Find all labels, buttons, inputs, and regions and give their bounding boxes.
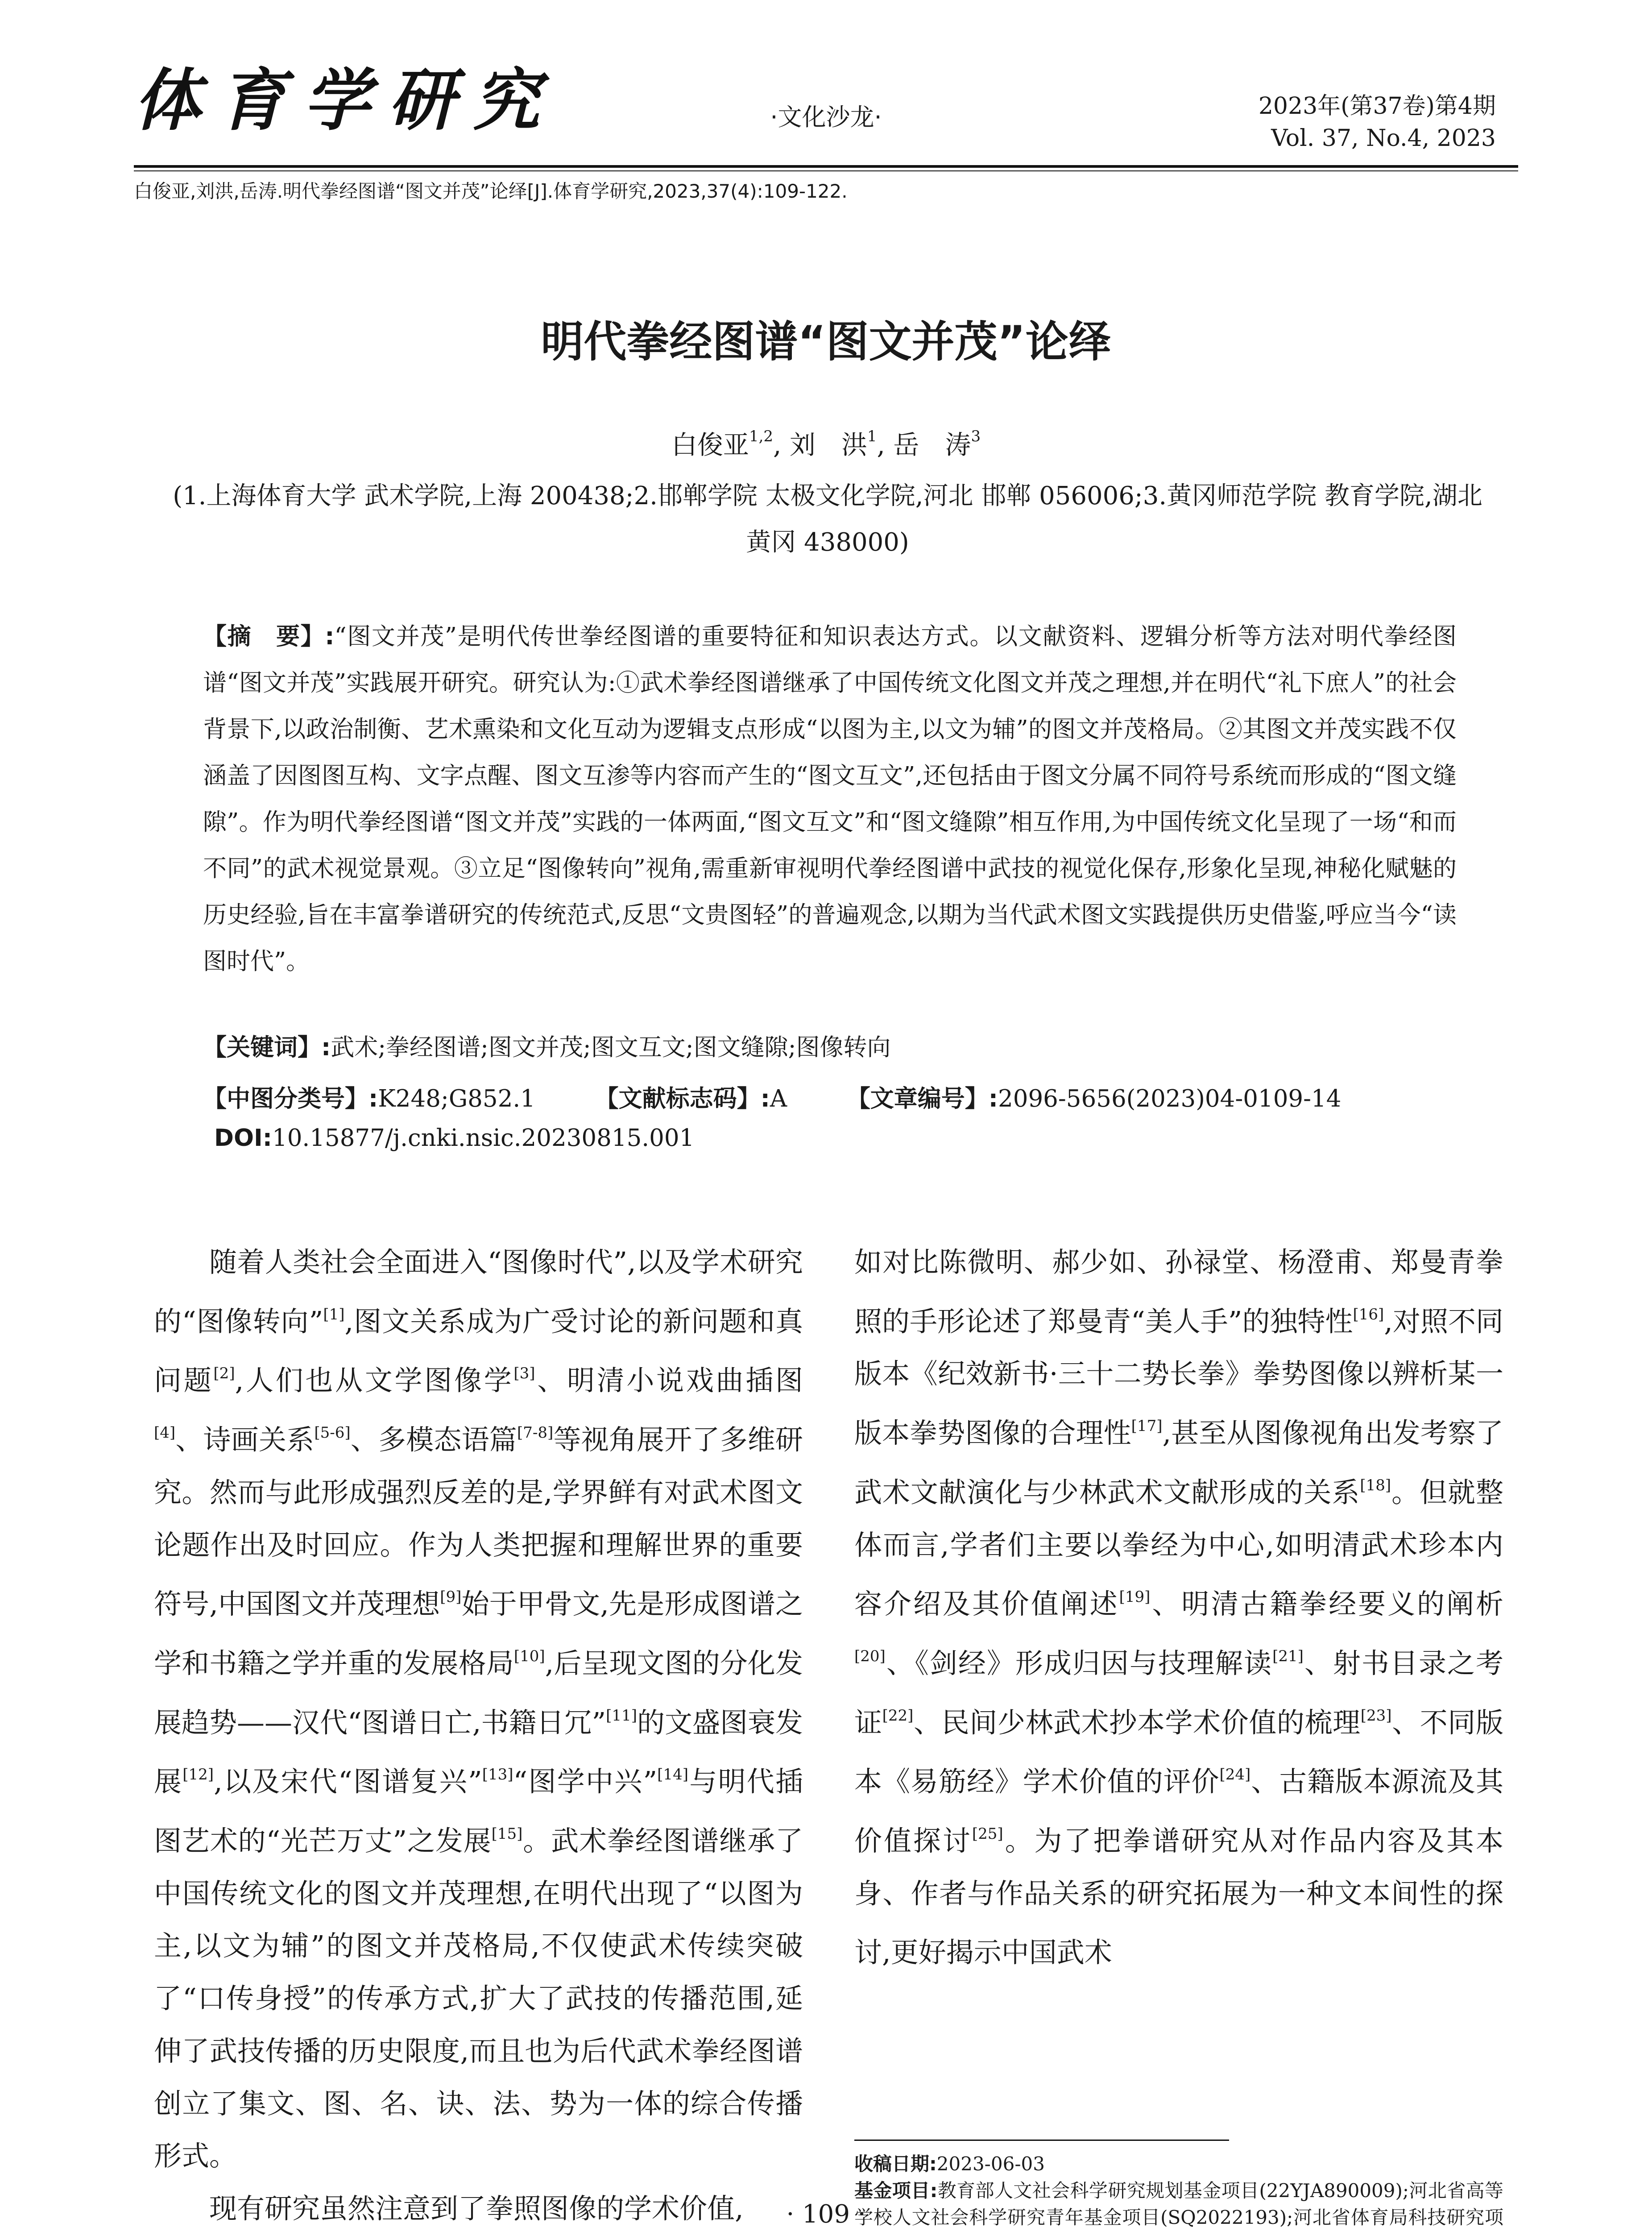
author-name: 岳 涛 [893,430,971,460]
citation-ref: [19] [1119,1588,1151,1606]
body-text: 、射书目录之考证 [854,1646,1503,1739]
body-text: 的文盛图衰发展 [154,1706,803,1798]
body-text: ,图文关系成为广受讨论的新问题和真问题 [154,1305,803,1397]
citation-ref: [2] [213,1364,235,1383]
body-text: 始于甲骨文,先是形成图谱之学和书籍之学并重的发展格局 [154,1588,803,1679]
body-text: ,对照不同版本《纪效新书·三十二势长拳》拳势图像以辨析某一版本拳势图像的合理性 [854,1305,1503,1450]
footnote-label: 基金项目: [854,2180,938,2202]
citation-ref: [15] [491,1825,523,1843]
author-affiliation-mark: 3 [971,427,981,445]
page-number: · 109 · [786,2200,866,2229]
body-text: ,甚至从图像视角出发考察了武术文献演化与少林武术文献形成的关系 [854,1417,1503,1509]
body-text: 等视角展开了多维研究。然而与此形成强烈反差的是,学界鲜有对武术图文论题作出及时回应。作为人类把握和理解世界的重要符号,中国图文并茂理想 [154,1423,803,1621]
keywords [203,1028,891,1062]
body-text: 、古籍版本源流及其价值探讨 [854,1765,1503,1858]
author-affiliation-mark: 1,2 [749,427,774,445]
body-text: 与明代插图艺术的“光芒万丈”之发展 [154,1765,803,1858]
author-separator: , [877,430,885,460]
clc-label: 【中图分类号】: [203,1085,378,1112]
body-text: 。武术拳经图谱继承了中国传统文化的图文并茂理想,在明代出现了“以图为主,以文为辅”的图文并茂格局,不仅使武术传续突破了“口传身授”的传承方式,扩大了武技的传播范围,延伸了武技传播的历史限度,而且也为后代武术拳经图谱创立了集文、图、名、诀、法、势为一体的综合传播形式。 [154,1825,803,2173]
body-text: 、明清小说戏曲插图 [535,1364,803,1397]
article-title: 明代拳经图谱“图文并茂”论绎 [541,317,1111,367]
citation-ref: [21] [1272,1647,1304,1665]
citation-ref: [17] [1131,1417,1163,1435]
body-text: ,后呈现文图的分化发展趋势——汉代“图谱日亡,书籍日冗” [154,1646,803,1739]
body-text: 、民间少林武术抄本学术价值的梳理 [913,1706,1361,1739]
affiliation: (1.上海体育大学 武术学院,上海 200438;2.邯郸学院 太极文化学院,河北 邯郸 056006;3.黄冈师范学院 教育学院,湖北 黄冈 438000) [173,481,1482,557]
citation-ref: [13] [482,1766,513,1784]
journal-logo: 体育学研究 [134,61,558,140]
clc-value: K248;G852.1 [378,1085,535,1112]
doi-value: 10.15877/j.cnki.nsic.20230815.001 [272,1124,695,1152]
body-text: 、多模态语篇 [350,1423,517,1456]
citation-ref: [5-6] [314,1424,351,1442]
citation-ref: [23] [1360,1706,1392,1725]
citation-ref: [9] [440,1588,462,1606]
body-text: 、诗画关系 [175,1423,315,1456]
body-text: ,人们也从文学图像学 [235,1364,514,1397]
citation-ref: [1] [323,1305,345,1323]
footnote-value: 教育部人文社会科学研究规划基金项目(22YJA890009);河北省高等学校人文社会科学研究青年基金项目(SQ2022193);河北省体育局科技研究项 [854,2180,1504,2228]
author-name: 刘 洪 [789,430,867,460]
body-text: 。但就整体而言,学者们主要以拳经为中心,如明清武术珍本内容介绍及其价值阐述 [854,1476,1503,1621]
body-text: 如对比陈微明、郝少如、孙禄堂、杨澄甫、郑曼青拳照的手形论述了郑曼青“美人手”的独特性 [854,1246,1503,1338]
citation-ref: [3] [513,1364,535,1383]
abstract [203,614,1457,985]
citation-ref: [22] [882,1706,914,1725]
body-text: ,以及宋代“图谱复兴” [214,1765,482,1798]
citation-ref: [7-8] [517,1424,554,1442]
citation-ref: [11] [606,1706,637,1725]
citation-ref: [14] [657,1766,688,1784]
abstract-text: “图文并茂”是明代传世拳经图谱的重要特征和知识表达方式。以文献资料、逻辑分析等方法对明代拳经图谱“图文并茂”实践展开研究。研究认为:①武术拳经图谱继承了中国传统文化图文并茂之理想,并在明代“礼下庶人”的社会背景下,以政治制衡、艺术熏染和文化互动为逻辑支点形成“以图为主,以文为辅”的图文并茂格局。②其图文并茂实践不仅涵盖了因图图互构、文字点醒、图文互渗等内容而产生的“图文互文”,还包括由于图文分属不同符号系统而形成的“图文缝隙”。作为明代拳经图谱“图文并茂”实践的一体两面,“图文互文”和“图文缝隙”相互作用,为中国传统文化呈现了一场“和而不同”的武术视觉景观。③立足“图像转向”视角,需重新审视明代拳经图谱中武技的视觉化保存,形象化呈现,神秘化赋魅的历史经验,旨在丰富拳谱研究的传统范式,反思“文贵图轻”的普遍观念,以期为当代武术图文实践提供历史借鉴,呼应当今“读图时代”。 [203,623,1457,975]
footnote-rule [854,2140,1229,2141]
author-name: 白俊亚 [671,430,749,460]
citation-ref: [25] [972,1825,1003,1843]
article-no-value: 2096-5656(2023)04-0109-14 [998,1085,1341,1112]
citation-ref: [4] [154,1424,176,1442]
header-rule [134,165,1518,168]
doi-line [214,1124,694,1152]
body-column-right [854,1236,1503,1979]
body-text: 、不同版本《易筋经》学术价值的评价 [854,1706,1503,1798]
keywords-label: 【关键词】: [203,1034,331,1061]
citation-ref: [24] [1219,1766,1251,1784]
author-list [0,424,1652,461]
doc-code-value: A [770,1085,787,1112]
author-affiliation-mark: 1 [867,427,877,445]
section-tag: ·文化沙龙· [770,103,882,131]
footnote-label: 收稿日期: [854,2153,937,2175]
citation-ref: [12] [182,1766,214,1784]
citation-ref: [10] [513,1647,545,1665]
keywords-value: 武术;拳经图谱;图文并茂;图文互文;图文缝隙;图像转向 [331,1034,891,1061]
issue-info-zh: 2023年(第37卷)第4期 [1258,93,1496,120]
body-text: 现有研究虽然注意到了拳照图像的学术价值, [209,2192,744,2225]
body-text: 随着人类社会全面进入“图像时代”,以及学术研究的“图像转向” [154,1246,803,1338]
body-text: 。为了把拳谱研究从对作品内容及其本身、作者与作品关系的研究拓展为一种文本间性的探讨,更好揭示中国武术 [854,1825,1503,1969]
doc-code-label: 【文献标志码】: [595,1085,770,1112]
header-rule-thin [134,170,1518,171]
doi-label: DOI: [214,1124,272,1152]
body-text: 、《剑经》形成归因与技理解读 [885,1646,1273,1679]
abstract-label: 【摘 要】: [203,623,335,650]
body-paragraph [154,1236,803,2182]
citation-ref: [18] [1360,1476,1391,1494]
citation-ref: [16] [1353,1305,1384,1323]
body-column-left [154,1236,803,2231]
author-separator: , [773,430,782,460]
footnote-value: 2023-06-03 [936,2153,1045,2175]
citation-line: 白俊亚,刘洪,岳涛.明代拳经图谱“图文并茂”论绎[J].体育学研究,2023,37(4):109-122. [134,180,848,202]
footnote-received [854,2151,1503,2177]
article-no-label: 【文章编号】: [846,1085,998,1112]
classification-line [203,1080,1341,1114]
body-text: “图学中兴” [513,1765,658,1798]
citation-ref: [20] [854,1647,886,1665]
body-text: 、明清古籍拳经要义的阐析 [1150,1588,1503,1621]
issue-info-en: Vol. 37, No.4, 2023 [1271,125,1496,152]
